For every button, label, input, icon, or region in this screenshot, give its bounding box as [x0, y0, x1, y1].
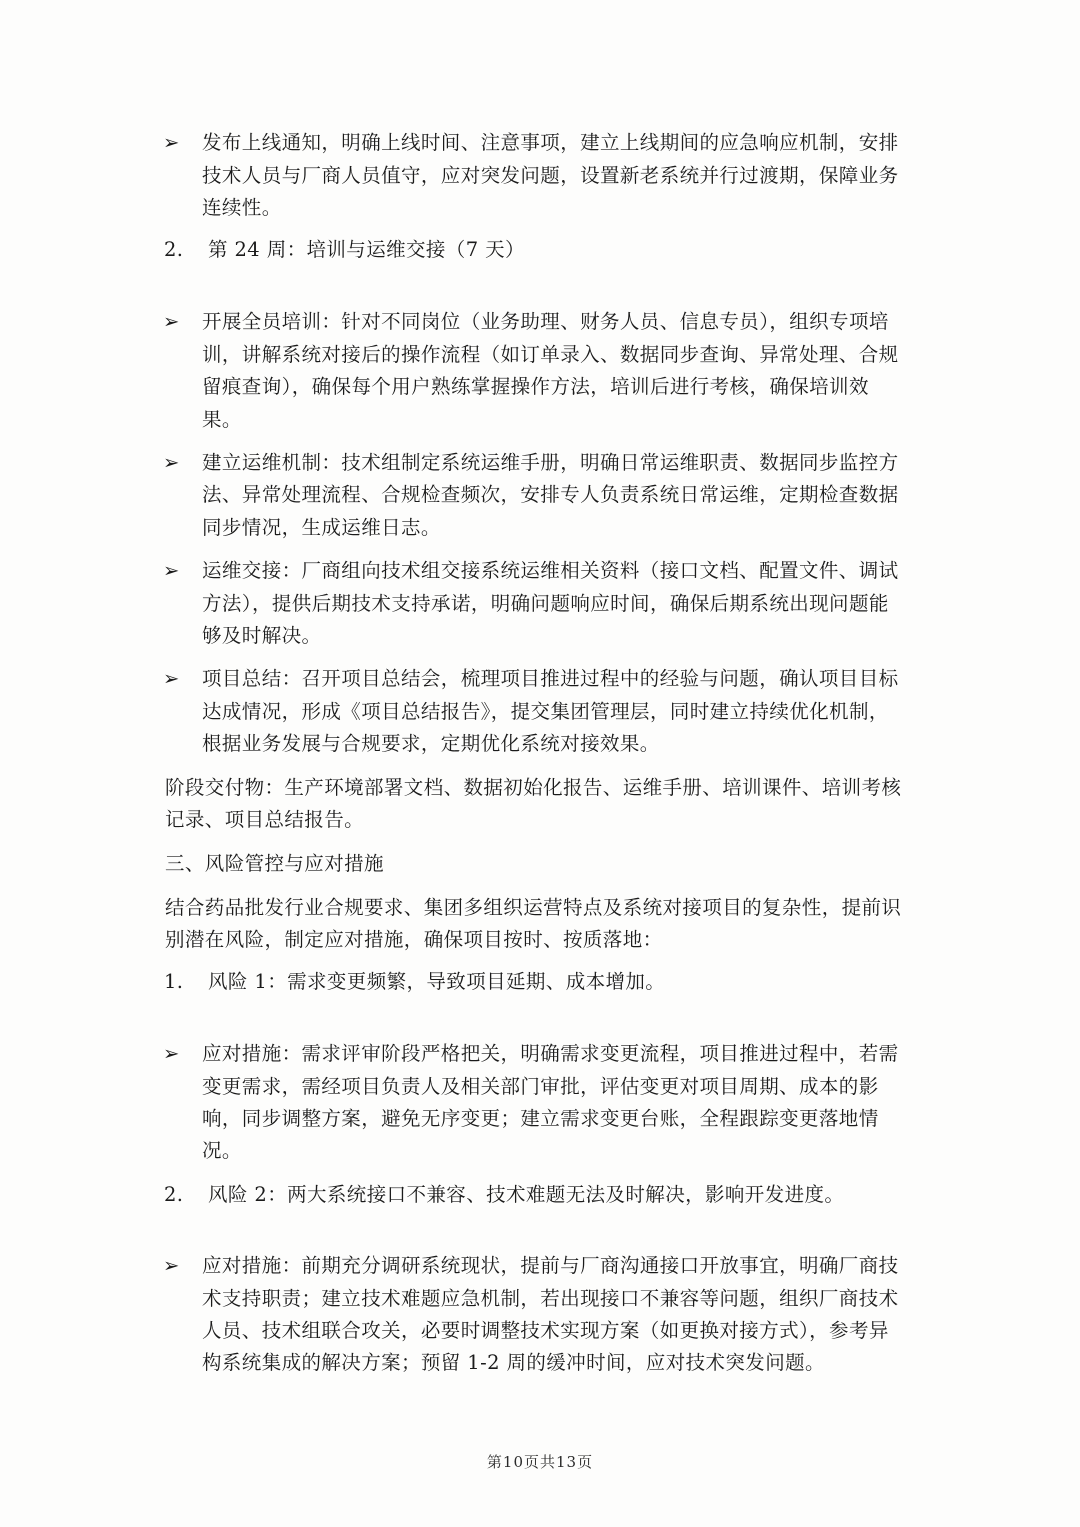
line-text: 术支持职责；建立技术难题应急机制，若出现接口不兼容等问题，组织厂商技术: [202, 1287, 899, 1310]
line-text: 构系统集成的解决方案；预留 1-2 周的缓冲时间，应对技术突发问题。: [202, 1351, 825, 1374]
line-text: 风险 2：两大系统接口不兼容、技术难题无法及时解决，影响开发进度。: [208, 1183, 845, 1206]
line-text: 够及时解决。: [202, 624, 322, 647]
line-text: 第 24 周：培训与运维交接（7 天）: [208, 238, 525, 261]
arrow-bullet-icon: ➢: [163, 310, 180, 333]
line-text: 阶段交付物：生产环境部署文档、数据初始化报告、运维手册、培训课件、培训考核: [165, 776, 902, 799]
line-text: 根据业务发展与合规要求，定期优化系统对接效果。: [202, 732, 660, 755]
line-text: 三、风险管控与应对措施: [165, 852, 384, 875]
line-text: 况。: [202, 1139, 242, 1162]
line-text: 结合药品批发行业合规要求、集团多组织运营特点及系统对接项目的复杂性，提前识: [165, 896, 902, 919]
line-text: 项目总结：召开项目总结会，梳理项目推进过程中的经验与问题，确认项目目标: [202, 667, 899, 690]
page-footer: 第10页共13页: [486, 1453, 594, 1471]
line-text: 运维交接：厂商组向技术组交接系统运维相关资料（接口文档、配置文件、调试: [202, 559, 899, 582]
line-text: 人员、技术组联合攻关，必要时调整技术实现方案（如更换对接方式），参考异: [202, 1319, 889, 1342]
line-text: 果。: [202, 408, 242, 431]
line-text: 连续性。: [202, 196, 282, 219]
arrow-bullet-icon: ➢: [163, 451, 180, 474]
line-text: 留痕查询），确保每个用户熟练掌握操作方法，培训后进行考核，确保培训效: [202, 375, 869, 398]
list-number: 2.: [164, 1183, 184, 1206]
line-text: 同步情况，生成运维日志。: [202, 516, 441, 539]
line-text: 风险 1：需求变更频繁，导致项目延期、成本增加。: [208, 970, 666, 993]
line-text: 建立运维机制：技术组制定系统运维手册，明确日常运维职责、数据同步监控方: [202, 451, 899, 474]
line-text: 技术人员与厂商人员值守，应对突发问题，设置新老系统并行过渡期，保障业务: [202, 164, 899, 187]
arrow-bullet-icon: ➢: [163, 559, 180, 582]
line-text: 发布上线通知，明确上线时间、注意事项，建立上线期间的应急响应机制，安排: [202, 131, 899, 154]
list-number: 1.: [164, 970, 184, 993]
line-text: 应对措施：需求评审阶段严格把关，明确需求变更流程，项目推进过程中，若需: [202, 1042, 899, 1065]
line-text: 记录、项目总结报告。: [165, 808, 365, 831]
line-text: 训，讲解系统对接后的操作流程（如订单录入、数据同步查询、异常处理、合规: [202, 343, 899, 366]
line-text: 应对措施：前期充分调研系统现状，提前与厂商沟通接口开放事宜，明确厂商技: [202, 1254, 899, 1277]
line-text: 达成情况，形成《项目总结报告》，提交集团管理层，同时建立持续优化机制，: [202, 700, 889, 723]
arrow-bullet-icon: ➢: [163, 1042, 180, 1065]
line-text: 别潜在风险，制定应对措施，确保项目按时、按质落地：: [165, 928, 663, 951]
line-text: 法、异常处理流程、合规检查频次，安排专人负责系统日常运维，定期检查数据: [202, 483, 899, 506]
line-text: 响，同步调整方案，避免无序变更；建立需求变更台账，全程跟踪变更落地情: [202, 1107, 879, 1130]
arrow-bullet-icon: ➢: [163, 1254, 180, 1277]
line-text: 变更需求，需经项目负责人及相关部门审批，评估变更对项目周期、成本的影: [202, 1075, 879, 1098]
list-number: 2.: [164, 238, 184, 261]
arrow-bullet-icon: ➢: [163, 667, 180, 690]
arrow-bullet-icon: ➢: [163, 131, 180, 154]
line-text: 方法），提供后期技术支持承诺，明确问题响应时间，确保后期系统出现问题能: [202, 592, 889, 615]
line-text: 开展全员培训：针对不同岗位（业务助理、财务人员、信息专员），组织专项培: [202, 310, 889, 333]
